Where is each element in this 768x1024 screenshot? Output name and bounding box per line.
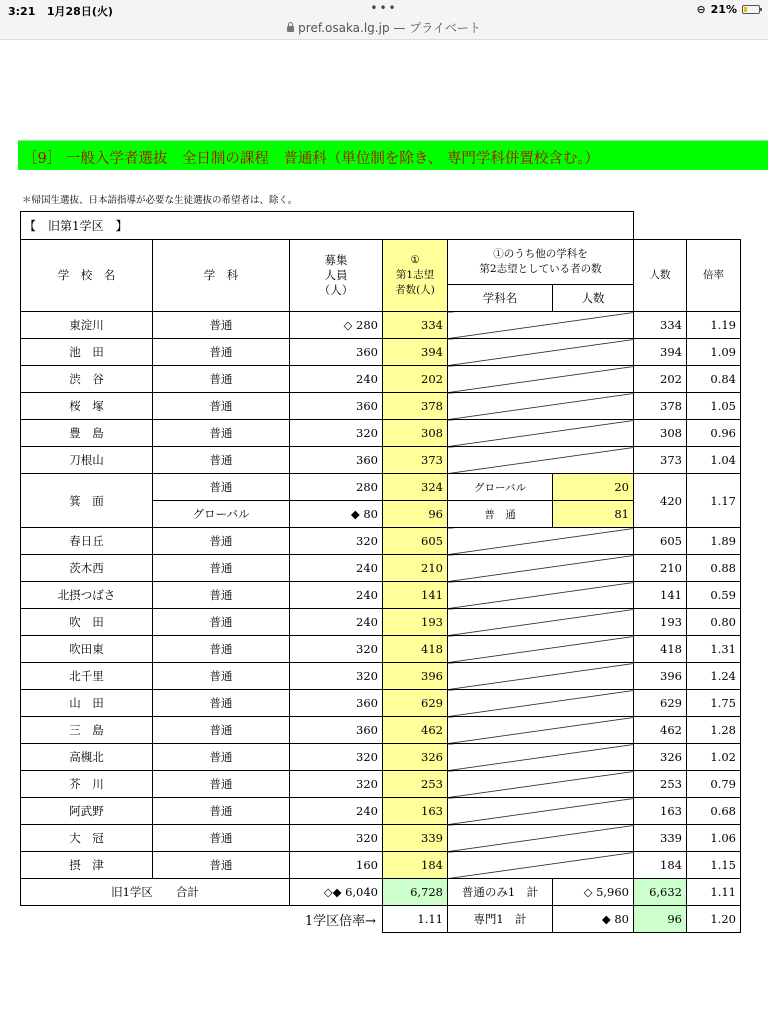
capacity-value: 320	[290, 771, 383, 798]
school-name: 茨木西	[21, 555, 153, 582]
status-time: 3:21 1月28日(火)	[8, 5, 113, 18]
empty-second-choice	[448, 582, 634, 609]
ratio-value: 0.79	[687, 771, 741, 798]
total-value: 418	[634, 636, 687, 663]
capacity-value: 320	[290, 663, 383, 690]
first-choice-value: 373	[383, 447, 448, 474]
first-choice-value: 253	[383, 771, 448, 798]
header-second-course: 学科名	[448, 285, 553, 312]
table-row	[21, 582, 741, 609]
table-row	[21, 420, 741, 447]
futsu-ratio: 1.11	[687, 879, 741, 906]
ratio-value: 1.31	[687, 636, 741, 663]
ratio-value: 1.19	[687, 312, 741, 339]
total-value: 210	[634, 555, 687, 582]
course-name: 普通	[153, 555, 290, 582]
first-choice-value: 605	[383, 528, 448, 555]
first-choice-value: 394	[383, 339, 448, 366]
capacity-value: 240	[290, 582, 383, 609]
section-banner	[18, 140, 768, 170]
status-bar	[0, 0, 768, 40]
note-text: ＊帰国生選抜、日本語指導が必要な生徒選抜の希望者は、除く。	[22, 195, 298, 206]
capacity-value: ◇ 280	[290, 312, 383, 339]
empty-second-choice	[448, 690, 634, 717]
ratio-value: 1.09	[687, 339, 741, 366]
ratio-value: 1.15	[687, 852, 741, 879]
capacity-value: 360	[290, 393, 383, 420]
course-name: 普通	[153, 609, 290, 636]
total-value: 193	[634, 609, 687, 636]
first-choice-value: 184	[383, 852, 448, 879]
table-row	[21, 393, 741, 420]
table-row	[21, 663, 741, 690]
senmon-capacity: ◆ 80	[553, 906, 634, 933]
total-value: 141	[634, 582, 687, 609]
first-choice-value: 141	[383, 582, 448, 609]
lock-icon	[287, 26, 294, 32]
capacity-value: 320	[290, 420, 383, 447]
empty-second-choice	[448, 366, 634, 393]
capacity-value: 240	[290, 555, 383, 582]
course-name: 普通	[153, 420, 290, 447]
school-name: 渋 谷	[21, 366, 153, 393]
course-name: 普通	[153, 528, 290, 555]
course-name: 普通	[153, 663, 290, 690]
course-name: 普通	[153, 474, 290, 501]
capacity-value: 280	[290, 474, 383, 501]
empty-second-choice	[448, 609, 634, 636]
ratio-value: 1.05	[687, 393, 741, 420]
summary-row	[21, 906, 741, 933]
table-row	[21, 744, 741, 771]
ratio-value: 0.88	[687, 555, 741, 582]
capacity-value: 360	[290, 690, 383, 717]
senmon-ratio: 1.20	[687, 906, 741, 933]
capacity-value: 320	[290, 528, 383, 555]
second-count-value: 20	[553, 474, 634, 501]
empty-second-choice	[448, 555, 634, 582]
total-value: 163	[634, 798, 687, 825]
capacity-value: 360	[290, 339, 383, 366]
table-row	[21, 339, 741, 366]
multitask-dots[interactable]: •••	[370, 1, 398, 15]
school-name: 芥 川	[21, 771, 153, 798]
empty-second-choice	[448, 393, 634, 420]
total-value: 326	[634, 744, 687, 771]
empty-second-choice	[448, 798, 634, 825]
first-choice-value: 308	[383, 420, 448, 447]
futsu-total: 6,632	[634, 879, 687, 906]
status-right	[696, 3, 760, 16]
first-choice-value: 378	[383, 393, 448, 420]
ratio-value: 1.06	[687, 825, 741, 852]
school-name: 三 島	[21, 717, 153, 744]
capacity-value: 320	[290, 636, 383, 663]
status-date: 1月28日(火)	[46, 5, 113, 18]
school-name: 桜 塚	[21, 393, 153, 420]
empty-second-choice	[448, 852, 634, 879]
url-text: pref.osaka.lg.jp — プライベート	[298, 21, 481, 35]
header-second-count: 人数	[553, 285, 634, 312]
total-value: 629	[634, 690, 687, 717]
battery-fill	[744, 7, 747, 12]
course-name: 普通	[153, 447, 290, 474]
ratio-value: 1.75	[687, 690, 741, 717]
header-second-choice: ①のうち他の学科を 第2志望としている者の数	[448, 240, 634, 285]
course-name: 普通	[153, 636, 290, 663]
summary-label: 旧1学区 合計	[21, 879, 290, 906]
table-row	[21, 366, 741, 393]
header-school: 学 校 名	[21, 240, 153, 312]
empty-second-choice	[448, 339, 634, 366]
total-value: 378	[634, 393, 687, 420]
first-choice-value: 339	[383, 825, 448, 852]
ratio-value: 1.02	[687, 744, 741, 771]
school-name: 山 田	[21, 690, 153, 717]
course-name: 普通	[153, 825, 290, 852]
summary-first: 6,728	[383, 879, 448, 906]
empty-second-choice	[448, 771, 634, 798]
empty-second-choice	[448, 717, 634, 744]
table-row	[21, 798, 741, 825]
school-name: 箕 面	[21, 474, 153, 528]
course-name: 普通	[153, 798, 290, 825]
ratio-value: 0.68	[687, 798, 741, 825]
capacity-value: 320	[290, 825, 383, 852]
first-choice-value: 96	[383, 501, 448, 528]
total-value: 420	[634, 474, 687, 528]
table-row	[21, 771, 741, 798]
course-name: 普通	[153, 771, 290, 798]
address-bar[interactable]	[0, 19, 768, 36]
ratio-value: 0.84	[687, 366, 741, 393]
school-name: 北摂つばさ	[21, 582, 153, 609]
course-name: 普通	[153, 312, 290, 339]
ratio-value: 1.28	[687, 717, 741, 744]
table-row	[21, 528, 741, 555]
header-total: 人数	[634, 240, 687, 312]
applicants-table	[20, 211, 741, 933]
school-name: 摂 津	[21, 852, 153, 879]
first-choice-value: 462	[383, 717, 448, 744]
school-name: 高槻北	[21, 744, 153, 771]
total-value: 339	[634, 825, 687, 852]
empty-second-choice	[448, 663, 634, 690]
second-course-name: グローバル	[448, 474, 553, 501]
course-name: 普通	[153, 690, 290, 717]
empty-second-choice	[448, 825, 634, 852]
table-row	[21, 852, 741, 879]
empty-second-choice	[448, 744, 634, 771]
battery-percent: 21%	[710, 3, 737, 16]
school-name: 刀根山	[21, 447, 153, 474]
empty-second-choice	[448, 420, 634, 447]
summary-capacity: ◇◆ 6,040	[290, 879, 383, 906]
total-value: 202	[634, 366, 687, 393]
table-row	[21, 312, 741, 339]
total-value: 308	[634, 420, 687, 447]
table-row	[21, 636, 741, 663]
capacity-value: ◆ 80	[290, 501, 383, 528]
ratio-value: 1.89	[687, 528, 741, 555]
second-count-value: 81	[553, 501, 634, 528]
first-choice-value: 418	[383, 636, 448, 663]
header-capacity: 募集 人員 （人）	[290, 240, 383, 312]
link-icon: ⊖	[696, 3, 706, 16]
header-ratio: 倍率	[687, 240, 741, 312]
total-value: 373	[634, 447, 687, 474]
futsu-label: 普通のみ1 計	[448, 879, 553, 906]
school-name: 大 冠	[21, 825, 153, 852]
header-first-choice: ① 第1志望 者数(人)	[383, 240, 448, 312]
header-course: 学 科	[153, 240, 290, 312]
first-choice-value: 326	[383, 744, 448, 771]
school-name: 池 田	[21, 339, 153, 366]
ratio-value: 0.59	[687, 582, 741, 609]
table-row	[21, 474, 741, 501]
table-row	[21, 690, 741, 717]
course-name: グローバル	[153, 501, 290, 528]
table-row	[21, 447, 741, 474]
empty-second-choice	[448, 312, 634, 339]
capacity-value: 160	[290, 852, 383, 879]
course-name: 普通	[153, 366, 290, 393]
course-name: 普通	[153, 744, 290, 771]
school-name: 阿武野	[21, 798, 153, 825]
school-name: 東淀川	[21, 312, 153, 339]
futsu-capacity: ◇ 5,960	[553, 879, 634, 906]
total-value: 396	[634, 663, 687, 690]
total-value: 334	[634, 312, 687, 339]
first-choice-value: 193	[383, 609, 448, 636]
first-choice-value: 210	[383, 555, 448, 582]
table-row	[21, 555, 741, 582]
first-choice-value: 629	[383, 690, 448, 717]
school-name: 豊 島	[21, 420, 153, 447]
course-name: 普通	[153, 852, 290, 879]
total-value: 605	[634, 528, 687, 555]
region-ratio-label: 1学区倍率→	[21, 906, 383, 933]
school-name: 吹 田	[21, 609, 153, 636]
summary-row	[21, 879, 741, 906]
course-name: 普通	[153, 582, 290, 609]
senmon-label: 専門1 計	[448, 906, 553, 933]
first-choice-value: 163	[383, 798, 448, 825]
senmon-total: 96	[634, 906, 687, 933]
school-name: 春日丘	[21, 528, 153, 555]
battery-icon	[742, 5, 760, 14]
school-name: 北千里	[21, 663, 153, 690]
course-name: 普通	[153, 393, 290, 420]
capacity-value: 320	[290, 744, 383, 771]
second-course-name: 普 通	[448, 501, 553, 528]
table-row	[21, 717, 741, 744]
capacity-value: 240	[290, 609, 383, 636]
ratio-value: 0.96	[687, 420, 741, 447]
empty-second-choice	[448, 636, 634, 663]
ratio-value: 1.17	[687, 474, 741, 528]
region-ratio-value: 1.11	[383, 906, 448, 933]
empty-second-choice	[448, 447, 634, 474]
school-name: 吹田東	[21, 636, 153, 663]
ratio-value: 1.24	[687, 663, 741, 690]
table-row	[21, 825, 741, 852]
first-choice-value: 396	[383, 663, 448, 690]
region-label: 【 旧第1学区 】	[21, 212, 634, 240]
ratio-value: 1.04	[687, 447, 741, 474]
ratio-value: 0.80	[687, 609, 741, 636]
total-value: 253	[634, 771, 687, 798]
first-choice-value: 334	[383, 312, 448, 339]
first-choice-value: 202	[383, 366, 448, 393]
total-value: 462	[634, 717, 687, 744]
capacity-value: 360	[290, 447, 383, 474]
section-heading: ［9］ 一般入学者選抜 全日制の課程 普通科（単位制を除き、 専門学科併置校含む。）	[23, 151, 600, 167]
first-choice-value: 324	[383, 474, 448, 501]
capacity-value: 240	[290, 366, 383, 393]
course-name: 普通	[153, 717, 290, 744]
empty-second-choice	[448, 528, 634, 555]
course-name: 普通	[153, 339, 290, 366]
total-value: 184	[634, 852, 687, 879]
capacity-value: 360	[290, 717, 383, 744]
capacity-value: 240	[290, 798, 383, 825]
total-value: 394	[634, 339, 687, 366]
table-row	[21, 609, 741, 636]
